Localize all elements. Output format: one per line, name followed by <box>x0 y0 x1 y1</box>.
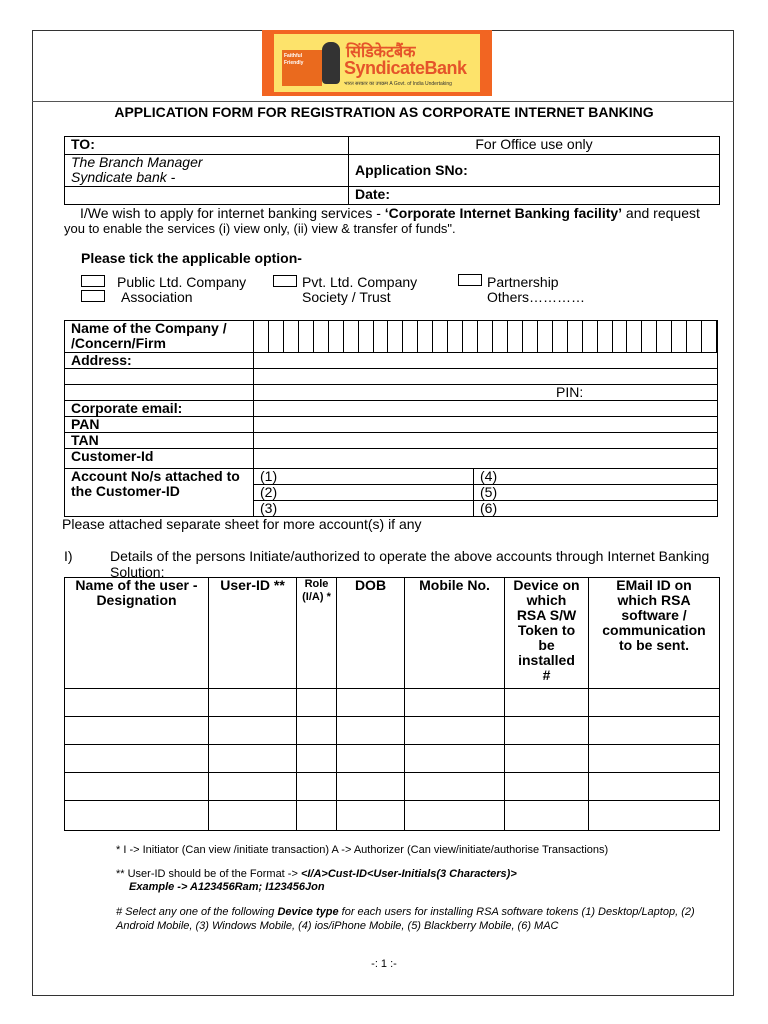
char-box[interactable] <box>657 321 672 352</box>
option-public-ltd: Public Ltd. Company <box>117 274 247 290</box>
note-userid: ** User-ID should be of the Format -> <I/A>Cust-ID<User-Initials(3 Characters)> <box>116 868 517 880</box>
logo-badge: Faithful Friendly <box>282 50 322 86</box>
table-cell[interactable] <box>589 689 720 717</box>
char-box[interactable] <box>478 321 493 352</box>
table-row <box>65 773 720 801</box>
address-field-1[interactable] <box>254 353 718 369</box>
table-cell[interactable] <box>405 801 505 831</box>
char-box[interactable] <box>329 321 344 352</box>
char-box[interactable] <box>672 321 687 352</box>
tan-label: TAN <box>65 433 254 449</box>
char-box[interactable] <box>553 321 568 352</box>
table-cell[interactable] <box>589 745 720 773</box>
char-box[interactable] <box>314 321 329 352</box>
table-cell[interactable] <box>337 745 405 773</box>
char-box[interactable] <box>403 321 418 352</box>
table-cell[interactable] <box>505 773 589 801</box>
char-box[interactable] <box>299 321 314 352</box>
option-pvt-ltd: Pvt. Ltd. Company <box>302 274 418 290</box>
table-cell[interactable] <box>337 773 405 801</box>
logo-hindi: सिंडिकेटबैंक <box>346 44 416 61</box>
header-divider <box>32 101 734 102</box>
table-cell[interactable] <box>65 689 209 717</box>
note-example: Example -> A123456Ram; I123456Jon <box>129 881 325 893</box>
char-box[interactable] <box>359 321 374 352</box>
char-box[interactable] <box>508 321 523 352</box>
pan-field[interactable] <box>254 417 718 433</box>
table-cell[interactable] <box>297 717 337 745</box>
intro-line2: you to enable the services (i) view only, (ii) view & transfer of funds". <box>64 221 456 236</box>
account-5[interactable]: (5) <box>474 485 718 501</box>
option-society-trust: Society / Trust <box>302 289 391 305</box>
char-box[interactable] <box>523 321 538 352</box>
table-row <box>65 745 720 773</box>
table-cell[interactable] <box>505 745 589 773</box>
table-cell[interactable] <box>209 745 297 773</box>
table-cell[interactable] <box>209 801 297 831</box>
email-label: Corporate email: <box>65 401 254 417</box>
table-cell[interactable] <box>405 773 505 801</box>
logo-name: SyndicateBank <box>344 58 467 78</box>
checkbox-public-ltd[interactable] <box>81 275 105 287</box>
table-cell[interactable] <box>505 801 589 831</box>
table-cell[interactable] <box>589 801 720 831</box>
form-title: APPLICATION FORM FOR REGISTRATION AS CORPORATE INTERNET BANKING <box>114 104 654 120</box>
address-label: Address: <box>65 353 254 369</box>
table-cell[interactable] <box>505 689 589 717</box>
table-row <box>65 801 720 831</box>
table-cell[interactable] <box>209 689 297 717</box>
attach-note: Please attached separate sheet for more account(s) if any <box>62 516 422 532</box>
table-cell[interactable] <box>297 745 337 773</box>
option-others: Others………… <box>487 289 586 305</box>
company-name-label: Name of the Company / /Concern/Firm <box>65 321 254 353</box>
option-partnership: Partnership <box>487 274 559 290</box>
char-box[interactable] <box>433 321 448 352</box>
char-box[interactable] <box>687 321 702 352</box>
char-box[interactable] <box>598 321 613 352</box>
checkbox-association[interactable] <box>81 290 105 302</box>
account-4[interactable]: (4) <box>474 469 718 485</box>
logo-tagline: भारत सरकार का उपक्रम A Govt. of India Undertaking <box>344 81 452 87</box>
table-row <box>65 689 720 717</box>
table-cell[interactable] <box>589 717 720 745</box>
char-box[interactable] <box>583 321 598 352</box>
char-box[interactable] <box>254 321 269 352</box>
char-box[interactable] <box>613 321 628 352</box>
header-user-id: User-ID ** <box>209 578 297 689</box>
table-cell[interactable] <box>65 717 209 745</box>
to-table <box>64 136 720 205</box>
date-field[interactable]: Date: <box>349 187 720 205</box>
customer-id-field[interactable] <box>254 449 718 469</box>
option-association: Association <box>121 289 193 305</box>
dog-mascot-icon <box>322 42 340 84</box>
char-box[interactable] <box>344 321 359 352</box>
section-text: Details of the persons Initiate/authorized to operate the above accounts through Internet Banking Solution: <box>110 548 710 580</box>
char-box[interactable] <box>448 321 463 352</box>
table-cell[interactable] <box>297 801 337 831</box>
table-cell[interactable] <box>297 773 337 801</box>
table-cell[interactable] <box>65 801 209 831</box>
table-cell[interactable] <box>505 717 589 745</box>
table-cell[interactable] <box>209 773 297 801</box>
accounts-label: Account No/s attached to the Customer-ID <box>65 469 254 517</box>
table-cell[interactable] <box>65 773 209 801</box>
checkbox-partnership[interactable] <box>458 274 482 286</box>
users-table <box>64 577 720 831</box>
intro-line1: I/We wish to apply for internet banking services - ‘Corporate Internet Banking facility’ and request <box>80 205 700 221</box>
email-field[interactable] <box>254 401 718 417</box>
char-box[interactable] <box>493 321 508 352</box>
char-box[interactable] <box>418 321 433 352</box>
char-box[interactable] <box>642 321 657 352</box>
char-box[interactable] <box>627 321 642 352</box>
char-box[interactable] <box>269 321 284 352</box>
to-label: TO: <box>65 137 349 155</box>
char-box[interactable] <box>463 321 478 352</box>
header-mobile: Mobile No. <box>405 578 505 689</box>
tan-field[interactable] <box>254 433 718 449</box>
table-cell[interactable] <box>65 745 209 773</box>
header-device: Device on which RSA S/W Token to be installed # <box>505 578 589 689</box>
pin-field[interactable]: PIN: <box>254 385 718 401</box>
section-number: I) <box>64 548 73 564</box>
syndicate-bank-logo <box>262 30 492 96</box>
addressee: The Branch Manager Syndicate bank - <box>65 155 349 187</box>
note-role: * I -> Initiator (Can view /initiate transaction) A -> Authorizer (Can view/initiate/authorise Transactions) <box>116 844 609 856</box>
account-6[interactable]: (6) <box>474 501 718 517</box>
table-cell[interactable] <box>405 689 505 717</box>
company-name-boxes[interactable] <box>254 321 718 353</box>
header-email: EMail ID on which RSA software / communication to be sent. <box>589 578 720 689</box>
table-cell[interactable] <box>209 717 297 745</box>
char-box[interactable] <box>374 321 389 352</box>
header-role: Role (I/A) * <box>297 578 337 689</box>
table-cell[interactable] <box>589 773 720 801</box>
header-dob: DOB <box>337 578 405 689</box>
table-cell[interactable] <box>337 689 405 717</box>
office-use-label: For Office use only <box>349 137 720 155</box>
account-2[interactable]: (2) <box>254 485 474 501</box>
char-box[interactable] <box>388 321 403 352</box>
table-row <box>65 717 720 745</box>
table-cell[interactable] <box>297 689 337 717</box>
char-box[interactable] <box>284 321 299 352</box>
address-field-2[interactable] <box>254 369 718 385</box>
company-table <box>64 320 718 517</box>
account-1[interactable]: (1) <box>254 469 474 485</box>
pan-label: PAN <box>65 417 254 433</box>
page-number: -: 1 :- <box>371 958 397 970</box>
char-box[interactable] <box>568 321 583 352</box>
char-box[interactable] <box>538 321 553 352</box>
application-sno-field[interactable]: Application SNo: <box>349 155 720 187</box>
options-heading: Please tick the applicable option- <box>81 250 302 266</box>
account-3[interactable]: (3) <box>254 501 474 517</box>
table-cell[interactable] <box>337 801 405 831</box>
char-box[interactable] <box>702 321 717 352</box>
table-cell[interactable] <box>337 717 405 745</box>
checkbox-pvt-ltd[interactable] <box>273 275 297 287</box>
table-cell[interactable] <box>405 717 505 745</box>
note-device: # Select any one of the following Device type for each users for installing RSA software tokens (1) Desktop/Laptop, (2) Android Mobile, (3) Windows Mobile, (4) ios/iPhone Mobile, (5) Blackberry Mobile, (6) MAC <box>116 906 695 932</box>
customer-id-label: Customer-Id <box>65 449 254 469</box>
header-name: Name of the user - Designation <box>65 578 209 689</box>
table-cell[interactable] <box>405 745 505 773</box>
